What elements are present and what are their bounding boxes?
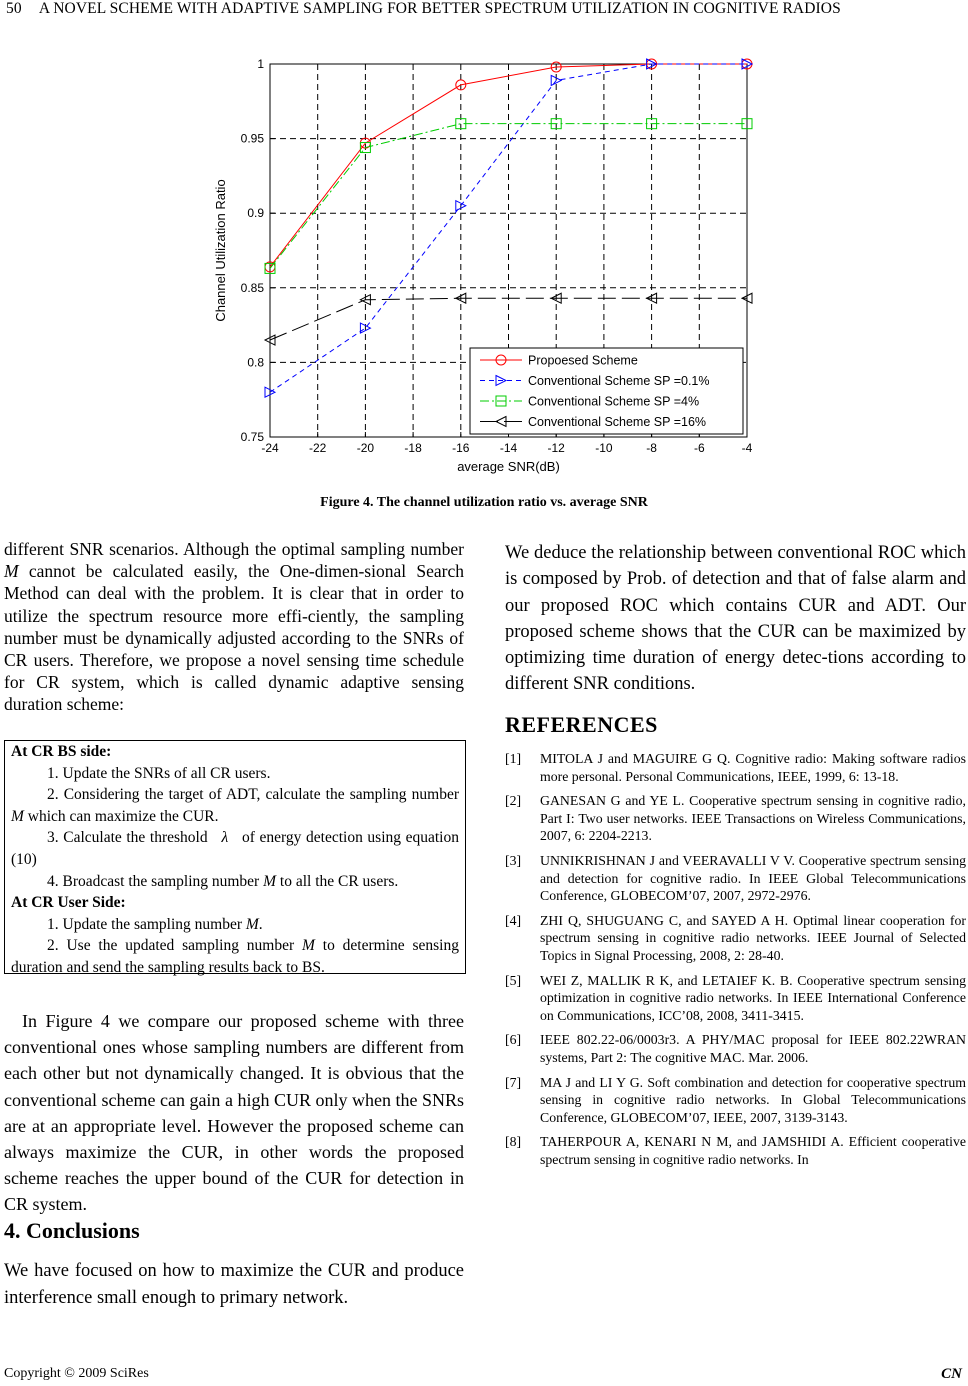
reference-item (505, 852, 966, 905)
journal-abbrev: CN (941, 1366, 962, 1382)
body-text: We have focused on how to maximize the CUR and produce interference small enough to primary network. (4, 1261, 464, 1308)
reference-text: TAHERPOUR A, KENARI N M, and JAMSHIDI A. Efficient cooperative spectrum sensing in cognitive radio networks. In (540, 1134, 966, 1167)
x-tick-label: -14 (499, 441, 518, 455)
reference-item (505, 792, 966, 845)
reference-number: [4] (505, 912, 522, 928)
body-text: We deduce the relationship between conventional ROC which is composed by Prob. of detection and that of false alarm and our proposed ROC which contains CUR and ADT. Our proposed scheme shows that the CUR can be maximized by optimizing time duration of energy detec-tions according to different SNR conditions. (505, 543, 966, 695)
reference-item (505, 750, 966, 785)
bs-step-1: 1. Update the SNRs of all CR users. (47, 764, 271, 782)
legend-label: Propoesed Scheme (528, 353, 638, 368)
reference-text: ZHI Q, SHUGUANG C, and SAYED A H. Optimal linear cooperation for spectrum sensing in cognitive radio networks. IEEE Journal of Selected Topics in Signal Processing, 2008, 2: 28-40. (540, 912, 966, 963)
running-title: A NOVEL SCHEME WITH ADAPTIVE SAMPLING FOR BETTER SPECTRUM UTILIZATION IN COGNITIVE RADIOS (38, 0, 841, 17)
x-tick-label: -8 (646, 441, 657, 455)
y-axis-label: Channel Utilization Ratio (213, 179, 228, 322)
right-column-paragraph-1 (505, 540, 966, 698)
running-header (6, 0, 956, 22)
user-step-1: 1. Update the sampling number M. (47, 915, 263, 933)
user-step-2: 2. Use the updated sampling number M to determine sensing duration and send the sampling results back to BS. (11, 937, 459, 976)
reference-number: [5] (505, 972, 522, 988)
y-tick-label: 0.85 (240, 280, 264, 295)
y-tick-label: 0.95 (240, 131, 264, 146)
reference-number: [3] (505, 852, 522, 868)
y-tick-label: 0.8 (247, 355, 264, 370)
user-side-heading: At CR User Side: (11, 894, 126, 912)
legend-label: Conventional Scheme SP =16% (528, 415, 707, 429)
reference-text: WEI Z, MALLIK R K, and LETAIEF K. B. Cooperative spectrum sensing optimization in cognitive radio networks. In IEEE International Conference on Communications, ICC’08, 2008, 3411-3415. (540, 972, 966, 1023)
copyright-footer: Copyright © 2009 SciRes (4, 1366, 149, 1381)
x-tick-label: -18 (404, 441, 422, 455)
reference-text: IEEE 802.22-06/0003r3. A PHY/MAC proposal for IEEE 802.22WRAN systems, Part 2: The cognitive MAC. Mar. 2006. (540, 1032, 966, 1065)
reference-item (505, 972, 966, 1025)
reference-number: [7] (505, 1074, 522, 1090)
body-text: different SNR scenarios. Although the optimal sampling number M cannot be calculated easily, the One-dimen-sional Search Method can deal with the problem. It is clear that in order to utilize the spectrum resource more effi-ciently, the sampling number must be dynamically adjusted according to the SNRs of CR users. Therefore, we propose a novel sensing time schedule for CR system, which is called dynamic adaptive sensing duration scheme: (4, 539, 464, 715)
reference-number: [2] (505, 793, 522, 809)
cur-vs-snr-chart (200, 40, 770, 485)
x-tick-label: -24 (261, 441, 279, 455)
legend-label: Conventional Scheme SP =4% (528, 394, 700, 409)
references-list (505, 750, 966, 1175)
x-tick-label: -22 (309, 441, 327, 455)
figure-caption: Figure 4. The channel utilization ratio vs. average SNR (320, 495, 648, 510)
reference-text: MA J and LI Y G. Soft combination and detection for cooperative spectrum sensing in cognitive radio networks. In Global Telecommunications Conference, GLOBECOM’07, IEEE, 2007, 3139-3143. (540, 1074, 966, 1125)
reference-text: MITOLA J and MAGUIRE G Q. Cognitive radio: Making software radios more personal. Personal Communications, IEEE, 1999, 6: 13-18. (540, 751, 966, 784)
x-tick-label: -4 (741, 441, 753, 455)
reference-item (505, 912, 966, 965)
left-column-paragraph-1 (4, 538, 464, 716)
reference-item (505, 1133, 966, 1168)
reference-item (505, 1074, 966, 1127)
algorithm-box (4, 740, 466, 974)
x-tick-label: -20 (356, 441, 375, 455)
y-tick-label: 1 (257, 57, 264, 71)
legend-label: Conventional Scheme SP =0.1% (528, 374, 710, 388)
x-tick-label: -12 (547, 441, 565, 455)
bs-side-heading: At CR BS side: (11, 743, 112, 760)
page-number: 50 (6, 0, 22, 17)
y-tick-label: 0.9 (247, 206, 264, 221)
bs-step-3-text-a: 3. Calculate the threshold (47, 829, 208, 847)
left-column-paragraph-2 (4, 1008, 464, 1218)
reference-number: [6] (505, 1032, 522, 1048)
bs-step-3-text-b: of energy detection using equation (10) (11, 829, 459, 868)
reference-item (505, 1031, 966, 1066)
reference-text: GANESAN G and YE L. Cooperative spectrum sensing in cognitive radio, Part I: Two user networks. IEEE Transactions on Wireless Communications, 2007, 6: 2204-2213. (540, 793, 966, 844)
left-column-paragraph-3 (4, 1258, 464, 1312)
lambda-symbol: λ (221, 829, 229, 847)
reference-number: [8] (505, 1134, 522, 1150)
body-text: In Figure 4 we compare our proposed scheme with three conventional ones whose sampling numbers are different from each other but not dynamically changed. It is obvious that the conventional scheme can gain a high CUR only when the SNRs are at an appropriate level. However the proposed scheme can always maximize the CUR, in other words the proposed scheme reaches the upper bound of the CUR for detection in CR system. (4, 1011, 464, 1215)
bs-step-4: 4. Broadcast the sampling number M to all the CR users. (47, 872, 399, 890)
references-heading: REFERENCES (505, 712, 658, 737)
reference-number: [1] (505, 751, 522, 766)
x-tick-label: -6 (693, 441, 705, 455)
bs-step-2: 2. Considering the target of ADT, calculate the sampling number M which can maximize the CUR. (11, 786, 459, 825)
x-tick-label: -10 (595, 441, 613, 455)
section-heading: 4. Conclusions (4, 1218, 140, 1243)
x-tick-label: -16 (452, 441, 470, 455)
x-axis-label: average SNR(dB) (457, 459, 560, 474)
chart-legend (470, 348, 743, 434)
y-tick-label: 0.75 (240, 430, 264, 444)
reference-text: UNNIKRISHNAN J and VEERAVALLI V V. Cooperative spectrum sensing and detection for cognitive radio. In IEEE Global Telecommunications Conference, GLOBECOM’07, 2007, 2972-2976. (540, 852, 966, 904)
bs-step-3 (11, 827, 459, 870)
